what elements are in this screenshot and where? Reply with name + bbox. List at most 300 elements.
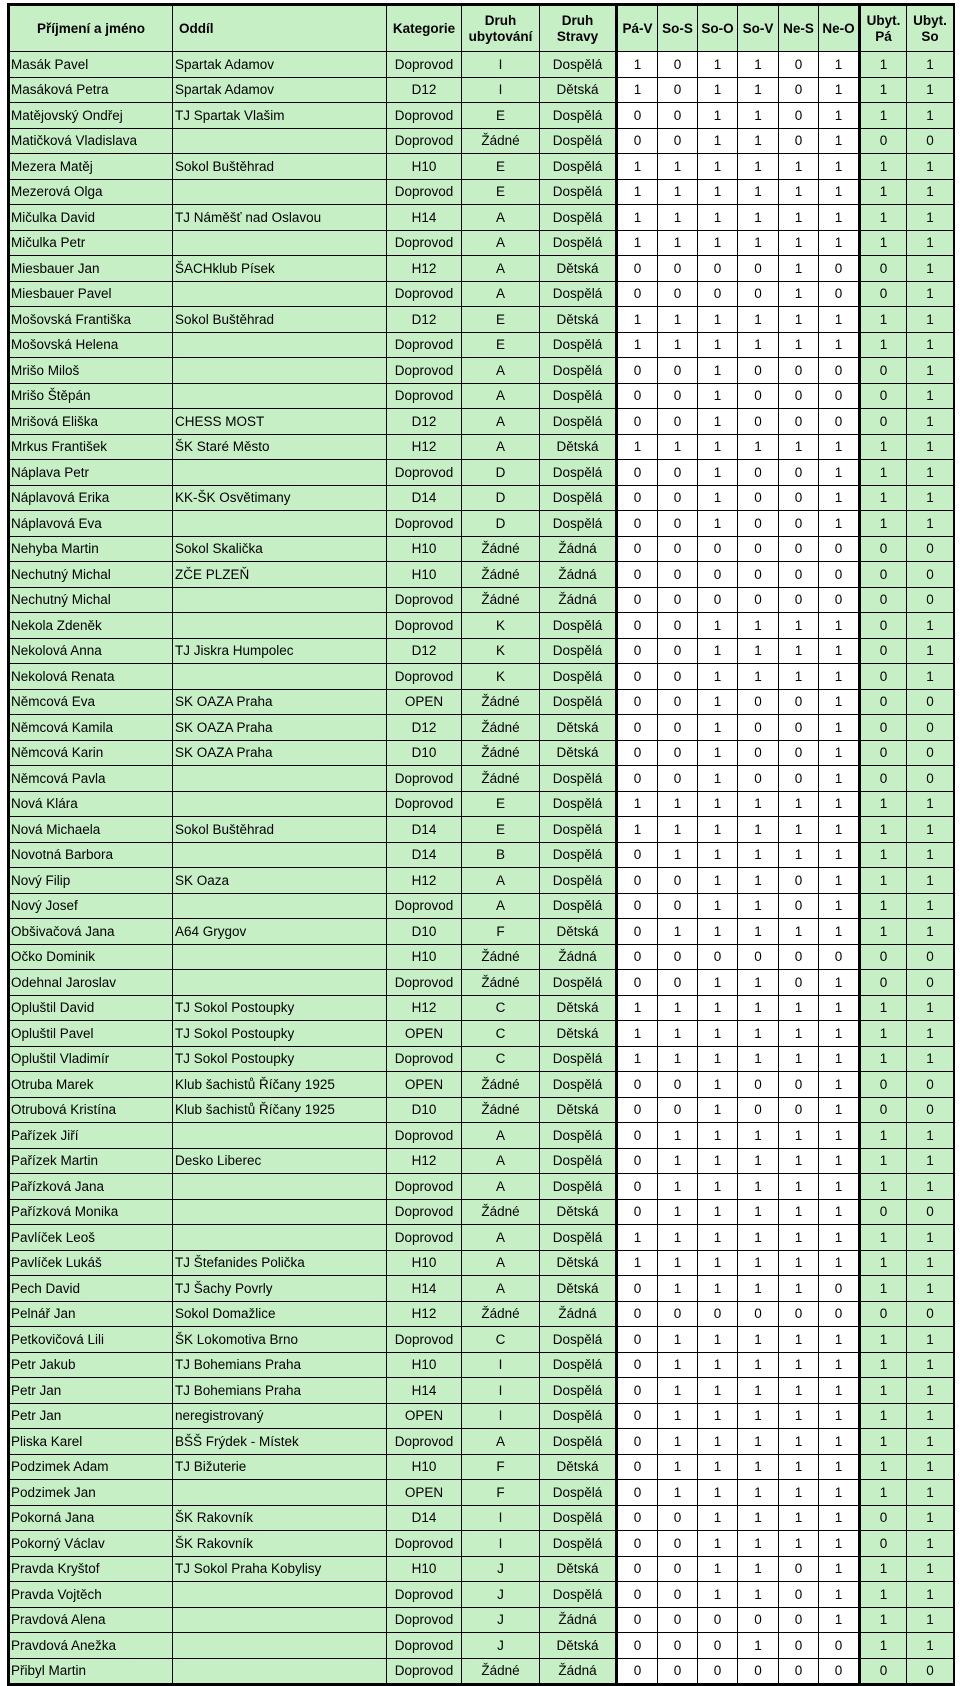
ne-s-cell[interactable]: 1 — [779, 1531, 819, 1557]
accommodation-cell[interactable]: I — [462, 1378, 540, 1404]
name-cell[interactable]: Mrišová Eliška — [10, 409, 173, 435]
accommodation-cell[interactable]: D — [462, 485, 540, 511]
so-o-cell[interactable]: 1 — [698, 1327, 738, 1353]
ne-o-cell[interactable]: 1 — [819, 740, 860, 766]
ne-s-cell[interactable]: 1 — [779, 638, 819, 664]
so-s-cell[interactable]: 1 — [658, 791, 698, 817]
ubyt-pa-cell[interactable]: 0 — [860, 358, 907, 384]
club-cell[interactable]: TJ Sokol Praha Kobylisy — [173, 1556, 387, 1582]
pa-v-cell[interactable]: 0 — [617, 1658, 658, 1684]
pa-v-cell[interactable]: 0 — [617, 511, 658, 537]
ne-s-cell[interactable]: 1 — [779, 664, 819, 690]
club-cell[interactable] — [173, 893, 387, 919]
club-cell[interactable]: TJ Šachy Povrly — [173, 1276, 387, 1302]
so-v-cell[interactable]: 1 — [738, 1429, 779, 1455]
so-v-cell[interactable]: 0 — [738, 511, 779, 537]
pa-v-cell[interactable]: 0 — [617, 1327, 658, 1353]
ne-o-cell[interactable]: 1 — [819, 1378, 860, 1404]
ne-s-cell[interactable]: 0 — [779, 766, 819, 792]
so-o-cell[interactable]: 1 — [698, 1352, 738, 1378]
ne-s-cell[interactable]: 0 — [779, 128, 819, 154]
so-s-cell[interactable]: 0 — [658, 409, 698, 435]
meals-cell[interactable]: Dospělá — [540, 1378, 617, 1404]
category-cell[interactable]: Doprovod — [387, 281, 462, 307]
ubyt-pa-cell[interactable]: 1 — [860, 1250, 907, 1276]
category-cell[interactable]: D12 — [387, 307, 462, 333]
ubyt-pa-cell[interactable]: 1 — [860, 1046, 907, 1072]
accommodation-cell[interactable]: K — [462, 664, 540, 690]
so-o-cell[interactable]: 0 — [698, 1301, 738, 1327]
meals-cell[interactable]: Dětská — [540, 1276, 617, 1302]
so-v-cell[interactable]: 1 — [738, 817, 779, 843]
club-cell[interactable]: Klub šachistů Říčany 1925 — [173, 1072, 387, 1098]
pa-v-cell[interactable]: 0 — [617, 536, 658, 562]
so-o-cell[interactable]: 1 — [698, 128, 738, 154]
accommodation-cell[interactable]: B — [462, 842, 540, 868]
meals-cell[interactable]: Dospělá — [540, 1046, 617, 1072]
so-v-cell[interactable]: 1 — [738, 842, 779, 868]
meals-cell[interactable]: Žádná — [540, 587, 617, 613]
so-s-cell[interactable]: 0 — [658, 52, 698, 78]
accommodation-cell[interactable]: Žádné — [462, 715, 540, 741]
so-s-cell[interactable]: 1 — [658, 1429, 698, 1455]
category-cell[interactable]: D10 — [387, 919, 462, 945]
accommodation-cell[interactable]: A — [462, 1123, 540, 1149]
so-s-cell[interactable]: 0 — [658, 893, 698, 919]
pa-v-cell[interactable]: 1 — [617, 230, 658, 256]
ubyt-so-cell[interactable]: 1 — [907, 842, 954, 868]
so-v-cell[interactable]: 1 — [738, 154, 779, 180]
ne-o-cell[interactable]: 1 — [819, 613, 860, 639]
name-cell[interactable]: Očko Dominik — [10, 944, 173, 970]
ubyt-so-cell[interactable]: 0 — [907, 1072, 954, 1098]
club-cell[interactable] — [173, 1199, 387, 1225]
ubyt-pa-cell[interactable]: 0 — [860, 689, 907, 715]
so-s-cell[interactable]: 0 — [658, 281, 698, 307]
category-cell[interactable]: H10 — [387, 1352, 462, 1378]
name-cell[interactable]: Pravda Vojtěch — [10, 1582, 173, 1608]
club-cell[interactable] — [173, 460, 387, 486]
club-cell[interactable] — [173, 791, 387, 817]
so-s-cell[interactable]: 0 — [658, 1531, 698, 1557]
so-v-cell[interactable]: 0 — [738, 281, 779, 307]
so-o-cell[interactable]: 1 — [698, 1046, 738, 1072]
so-s-cell[interactable]: 1 — [658, 1250, 698, 1276]
category-cell[interactable]: H10 — [387, 1556, 462, 1582]
club-cell[interactable]: SK OAZA Praha — [173, 715, 387, 741]
so-s-cell[interactable]: 0 — [658, 638, 698, 664]
club-cell[interactable]: ŠACHklub Písek — [173, 256, 387, 282]
club-cell[interactable]: ŠK Rakovník — [173, 1505, 387, 1531]
ne-o-cell[interactable]: 1 — [819, 1556, 860, 1582]
pa-v-cell[interactable]: 0 — [617, 919, 658, 945]
ubyt-pa-cell[interactable]: 1 — [860, 893, 907, 919]
so-v-cell[interactable]: 1 — [738, 919, 779, 945]
name-cell[interactable]: Pařízek Jiří — [10, 1123, 173, 1149]
pa-v-cell[interactable]: 0 — [617, 1429, 658, 1455]
name-cell[interactable]: Němcová Kamila — [10, 715, 173, 741]
ubyt-pa-cell[interactable]: 1 — [860, 179, 907, 205]
ne-o-cell[interactable]: 0 — [819, 587, 860, 613]
so-o-cell[interactable]: 1 — [698, 970, 738, 996]
pa-v-cell[interactable]: 1 — [617, 154, 658, 180]
so-s-cell[interactable]: 1 — [658, 205, 698, 231]
accommodation-cell[interactable]: E — [462, 791, 540, 817]
ne-o-cell[interactable]: 0 — [819, 358, 860, 384]
so-o-cell[interactable]: 0 — [698, 587, 738, 613]
ne-o-cell[interactable]: 1 — [819, 1097, 860, 1123]
meals-cell[interactable]: Dospělá — [540, 1429, 617, 1455]
so-s-cell[interactable]: 0 — [658, 562, 698, 588]
ne-o-cell[interactable]: 0 — [819, 1658, 860, 1684]
so-v-cell[interactable]: 0 — [738, 485, 779, 511]
pa-v-cell[interactable]: 0 — [617, 1582, 658, 1608]
ne-s-cell[interactable]: 1 — [779, 307, 819, 333]
pa-v-cell[interactable]: 0 — [617, 281, 658, 307]
meals-cell[interactable]: Dětská — [540, 1454, 617, 1480]
so-s-cell[interactable]: 0 — [658, 664, 698, 690]
pa-v-cell[interactable]: 0 — [617, 562, 658, 588]
so-o-cell[interactable]: 0 — [698, 562, 738, 588]
accommodation-cell[interactable]: E — [462, 817, 540, 843]
ne-s-cell[interactable]: 0 — [779, 1607, 819, 1633]
club-cell[interactable]: SK OAZA Praha — [173, 689, 387, 715]
ubyt-pa-cell[interactable]: 1 — [860, 1403, 907, 1429]
club-cell[interactable]: KK-ŠK Osvětimany — [173, 485, 387, 511]
so-s-cell[interactable]: 0 — [658, 1633, 698, 1659]
so-o-cell[interactable]: 1 — [698, 1072, 738, 1098]
meals-cell[interactable]: Dětská — [540, 1097, 617, 1123]
ubyt-so-cell[interactable]: 1 — [907, 1454, 954, 1480]
so-s-cell[interactable]: 0 — [658, 740, 698, 766]
ne-s-cell[interactable]: 1 — [779, 1327, 819, 1353]
accommodation-cell[interactable]: Žádné — [462, 587, 540, 613]
club-cell[interactable] — [173, 128, 387, 154]
so-s-cell[interactable]: 0 — [658, 613, 698, 639]
ne-o-cell[interactable]: 1 — [819, 1480, 860, 1506]
meals-cell[interactable]: Dětská — [540, 1633, 617, 1659]
category-cell[interactable]: Doprovod — [387, 1429, 462, 1455]
ubyt-pa-cell[interactable]: 1 — [860, 1633, 907, 1659]
accommodation-cell[interactable]: K — [462, 638, 540, 664]
pa-v-cell[interactable]: 0 — [617, 842, 658, 868]
so-o-cell[interactable]: 1 — [698, 154, 738, 180]
ubyt-so-cell[interactable]: 0 — [907, 944, 954, 970]
so-v-cell[interactable]: 1 — [738, 613, 779, 639]
meals-cell[interactable]: Dospělá — [540, 1582, 617, 1608]
so-v-cell[interactable]: 1 — [738, 995, 779, 1021]
name-cell[interactable]: Němcová Pavla — [10, 766, 173, 792]
so-s-cell[interactable]: 1 — [658, 1403, 698, 1429]
ubyt-so-cell[interactable]: 1 — [907, 1225, 954, 1251]
name-cell[interactable]: Mošovská Helena — [10, 332, 173, 358]
accommodation-cell[interactable]: A — [462, 893, 540, 919]
so-s-cell[interactable]: 0 — [658, 536, 698, 562]
so-o-cell[interactable]: 1 — [698, 332, 738, 358]
name-cell[interactable]: Opluštil David — [10, 995, 173, 1021]
so-v-cell[interactable]: 1 — [738, 1046, 779, 1072]
so-v-cell[interactable]: 1 — [738, 638, 779, 664]
meals-cell[interactable]: Dospělá — [540, 1531, 617, 1557]
meals-cell[interactable]: Dospělá — [540, 358, 617, 384]
accommodation-cell[interactable]: I — [462, 1403, 540, 1429]
category-cell[interactable]: Doprovod — [387, 1582, 462, 1608]
ne-s-cell[interactable]: 1 — [779, 1046, 819, 1072]
ubyt-so-cell[interactable]: 1 — [907, 1480, 954, 1506]
ubyt-pa-cell[interactable]: 1 — [860, 1352, 907, 1378]
category-cell[interactable]: Doprovod — [387, 103, 462, 129]
col-header-pa-v[interactable]: Pá-V — [617, 6, 658, 52]
club-cell[interactable] — [173, 511, 387, 537]
club-cell[interactable]: Desko Liberec — [173, 1148, 387, 1174]
category-cell[interactable]: OPEN — [387, 1021, 462, 1047]
accommodation-cell[interactable]: E — [462, 332, 540, 358]
accommodation-cell[interactable]: Žádné — [462, 740, 540, 766]
ubyt-so-cell[interactable]: 1 — [907, 358, 954, 384]
ubyt-so-cell[interactable]: 1 — [907, 919, 954, 945]
pa-v-cell[interactable]: 1 — [617, 332, 658, 358]
so-o-cell[interactable]: 1 — [698, 919, 738, 945]
so-v-cell[interactable]: 1 — [738, 1276, 779, 1302]
ubyt-pa-cell[interactable]: 0 — [860, 1072, 907, 1098]
ubyt-pa-cell[interactable]: 1 — [860, 460, 907, 486]
ne-s-cell[interactable]: 0 — [779, 1301, 819, 1327]
ne-o-cell[interactable]: 1 — [819, 1225, 860, 1251]
so-o-cell[interactable]: 1 — [698, 613, 738, 639]
name-cell[interactable]: Petr Jakub — [10, 1352, 173, 1378]
so-v-cell[interactable]: 1 — [738, 1021, 779, 1047]
meals-cell[interactable]: Dětská — [540, 1199, 617, 1225]
club-cell[interactable] — [173, 1607, 387, 1633]
pa-v-cell[interactable]: 1 — [617, 77, 658, 103]
so-o-cell[interactable]: 0 — [698, 281, 738, 307]
accommodation-cell[interactable]: A — [462, 1429, 540, 1455]
name-cell[interactable]: Nekolová Renata — [10, 664, 173, 690]
pa-v-cell[interactable]: 0 — [617, 1301, 658, 1327]
so-o-cell[interactable]: 1 — [698, 179, 738, 205]
category-cell[interactable]: Doprovod — [387, 1046, 462, 1072]
pa-v-cell[interactable]: 0 — [617, 103, 658, 129]
so-o-cell[interactable]: 1 — [698, 1378, 738, 1404]
ubyt-pa-cell[interactable]: 0 — [860, 383, 907, 409]
ubyt-so-cell[interactable]: 1 — [907, 1556, 954, 1582]
so-s-cell[interactable]: 0 — [658, 1301, 698, 1327]
so-s-cell[interactable]: 1 — [658, 1454, 698, 1480]
category-cell[interactable]: D12 — [387, 77, 462, 103]
accommodation-cell[interactable]: A — [462, 358, 540, 384]
meals-cell[interactable]: Dospělá — [540, 1352, 617, 1378]
ubyt-so-cell[interactable]: 1 — [907, 1174, 954, 1200]
club-cell[interactable]: TJ Bižuterie — [173, 1454, 387, 1480]
ubyt-pa-cell[interactable]: 1 — [860, 205, 907, 231]
so-o-cell[interactable]: 1 — [698, 52, 738, 78]
ne-s-cell[interactable]: 1 — [779, 1378, 819, 1404]
so-v-cell[interactable]: 0 — [738, 689, 779, 715]
ne-o-cell[interactable]: 1 — [819, 970, 860, 996]
ubyt-so-cell[interactable]: 1 — [907, 613, 954, 639]
pa-v-cell[interactable]: 0 — [617, 893, 658, 919]
so-s-cell[interactable]: 0 — [658, 766, 698, 792]
ubyt-pa-cell[interactable]: 0 — [860, 970, 907, 996]
category-cell[interactable]: Doprovod — [387, 1225, 462, 1251]
ne-s-cell[interactable]: 1 — [779, 791, 819, 817]
so-s-cell[interactable]: 0 — [658, 460, 698, 486]
ne-o-cell[interactable]: 1 — [819, 689, 860, 715]
ne-o-cell[interactable]: 1 — [819, 332, 860, 358]
meals-cell[interactable]: Dospělá — [540, 1174, 617, 1200]
ne-s-cell[interactable]: 0 — [779, 358, 819, 384]
ubyt-pa-cell[interactable]: 0 — [860, 281, 907, 307]
name-cell[interactable]: Pravda Kryštof — [10, 1556, 173, 1582]
so-o-cell[interactable]: 1 — [698, 1174, 738, 1200]
meals-cell[interactable]: Dospělá — [540, 1072, 617, 1098]
so-o-cell[interactable]: 0 — [698, 1658, 738, 1684]
ne-s-cell[interactable]: 0 — [779, 715, 819, 741]
category-cell[interactable]: Doprovod — [387, 511, 462, 537]
ne-o-cell[interactable]: 1 — [819, 460, 860, 486]
ubyt-pa-cell[interactable]: 1 — [860, 511, 907, 537]
so-v-cell[interactable]: 1 — [738, 1633, 779, 1659]
so-v-cell[interactable]: 1 — [738, 1148, 779, 1174]
name-cell[interactable]: Opluštil Pavel — [10, 1021, 173, 1047]
accommodation-cell[interactable]: Žádné — [462, 944, 540, 970]
col-header-category[interactable]: Kategorie — [387, 6, 462, 52]
club-cell[interactable]: Klub šachistů Říčany 1925 — [173, 1097, 387, 1123]
accommodation-cell[interactable]: A — [462, 1250, 540, 1276]
so-s-cell[interactable]: 1 — [658, 1174, 698, 1200]
ne-s-cell[interactable]: 1 — [779, 1480, 819, 1506]
category-cell[interactable]: H14 — [387, 205, 462, 231]
ubyt-so-cell[interactable]: 0 — [907, 128, 954, 154]
pa-v-cell[interactable]: 0 — [617, 1174, 658, 1200]
pa-v-cell[interactable]: 0 — [617, 1531, 658, 1557]
so-s-cell[interactable]: 0 — [658, 970, 698, 996]
ne-o-cell[interactable]: 1 — [819, 1072, 860, 1098]
accommodation-cell[interactable]: Žádné — [462, 1199, 540, 1225]
so-v-cell[interactable]: 1 — [738, 1352, 779, 1378]
ne-s-cell[interactable]: 1 — [779, 154, 819, 180]
ne-o-cell[interactable]: 1 — [819, 919, 860, 945]
category-cell[interactable]: Doprovod — [387, 1607, 462, 1633]
club-cell[interactable] — [173, 587, 387, 613]
so-o-cell[interactable]: 1 — [698, 1276, 738, 1302]
club-cell[interactable]: Sokol Buštěhrad — [173, 817, 387, 843]
meals-cell[interactable]: Dospělá — [540, 613, 617, 639]
meals-cell[interactable]: Dětská — [540, 1021, 617, 1047]
ubyt-pa-cell[interactable]: 0 — [860, 766, 907, 792]
so-s-cell[interactable]: 0 — [658, 1658, 698, 1684]
so-s-cell[interactable]: 1 — [658, 307, 698, 333]
accommodation-cell[interactable]: I — [462, 52, 540, 78]
meals-cell[interactable]: Dospělá — [540, 1327, 617, 1353]
club-cell[interactable]: TJ Štefanides Polička — [173, 1250, 387, 1276]
col-header-club[interactable]: Oddíl — [173, 6, 387, 52]
so-v-cell[interactable]: 1 — [738, 179, 779, 205]
col-header-ne-o[interactable]: Ne-O — [819, 6, 860, 52]
ne-s-cell[interactable]: 0 — [779, 485, 819, 511]
meals-cell[interactable]: Žádná — [540, 536, 617, 562]
ubyt-pa-cell[interactable]: 1 — [860, 868, 907, 894]
ubyt-so-cell[interactable]: 1 — [907, 1123, 954, 1149]
so-s-cell[interactable]: 0 — [658, 689, 698, 715]
ubyt-so-cell[interactable]: 0 — [907, 766, 954, 792]
ubyt-pa-cell[interactable]: 1 — [860, 1480, 907, 1506]
meals-cell[interactable]: Dospělá — [540, 179, 617, 205]
so-o-cell[interactable]: 1 — [698, 1021, 738, 1047]
pa-v-cell[interactable]: 1 — [617, 791, 658, 817]
ne-o-cell[interactable]: 1 — [819, 128, 860, 154]
so-o-cell[interactable]: 1 — [698, 383, 738, 409]
ne-s-cell[interactable]: 1 — [779, 1123, 819, 1149]
accommodation-cell[interactable]: Žádné — [462, 1658, 540, 1684]
category-cell[interactable]: H12 — [387, 1301, 462, 1327]
meals-cell[interactable]: Dospělá — [540, 281, 617, 307]
ne-o-cell[interactable]: 1 — [819, 766, 860, 792]
name-cell[interactable]: Podzimek Adam — [10, 1454, 173, 1480]
ubyt-pa-cell[interactable]: 1 — [860, 1276, 907, 1302]
accommodation-cell[interactable]: Žádné — [462, 970, 540, 996]
so-v-cell[interactable]: 1 — [738, 1403, 779, 1429]
category-cell[interactable]: H10 — [387, 944, 462, 970]
so-v-cell[interactable]: 0 — [738, 715, 779, 741]
so-s-cell[interactable]: 0 — [658, 587, 698, 613]
so-v-cell[interactable]: 1 — [738, 1480, 779, 1506]
pa-v-cell[interactable]: 1 — [617, 817, 658, 843]
col-header-name[interactable]: Příjmení a jméno — [10, 6, 173, 52]
so-o-cell[interactable]: 0 — [698, 944, 738, 970]
ne-o-cell[interactable]: 1 — [819, 791, 860, 817]
so-s-cell[interactable]: 1 — [658, 817, 698, 843]
meals-cell[interactable]: Dospělá — [540, 664, 617, 690]
ne-s-cell[interactable]: 1 — [779, 613, 819, 639]
accommodation-cell[interactable]: C — [462, 1046, 540, 1072]
so-s-cell[interactable]: 0 — [658, 256, 698, 282]
category-cell[interactable]: H12 — [387, 1148, 462, 1174]
so-s-cell[interactable]: 0 — [658, 128, 698, 154]
ne-o-cell[interactable]: 1 — [819, 230, 860, 256]
pa-v-cell[interactable]: 0 — [617, 944, 658, 970]
pa-v-cell[interactable]: 0 — [617, 460, 658, 486]
club-cell[interactable] — [173, 1633, 387, 1659]
club-cell[interactable]: neregistrovaný — [173, 1403, 387, 1429]
club-cell[interactable]: TJ Bohemians Praha — [173, 1352, 387, 1378]
so-s-cell[interactable]: 0 — [658, 1607, 698, 1633]
accommodation-cell[interactable]: A — [462, 230, 540, 256]
ne-s-cell[interactable]: 0 — [779, 1582, 819, 1608]
category-cell[interactable]: Doprovod — [387, 383, 462, 409]
pa-v-cell[interactable]: 1 — [617, 1021, 658, 1047]
ubyt-so-cell[interactable]: 1 — [907, 995, 954, 1021]
so-v-cell[interactable]: 0 — [738, 587, 779, 613]
meals-cell[interactable]: Dospělá — [540, 689, 617, 715]
so-v-cell[interactable]: 0 — [738, 944, 779, 970]
name-cell[interactable]: Podzimek Jan — [10, 1480, 173, 1506]
ne-s-cell[interactable]: 1 — [779, 995, 819, 1021]
ubyt-pa-cell[interactable]: 1 — [860, 1327, 907, 1353]
so-v-cell[interactable]: 1 — [738, 1199, 779, 1225]
ne-o-cell[interactable]: 1 — [819, 1352, 860, 1378]
so-s-cell[interactable]: 1 — [658, 154, 698, 180]
name-cell[interactable]: Masák Pavel — [10, 52, 173, 78]
name-cell[interactable]: Mezerová Olga — [10, 179, 173, 205]
so-v-cell[interactable]: 0 — [738, 1301, 779, 1327]
ubyt-pa-cell[interactable]: 0 — [860, 613, 907, 639]
ubyt-so-cell[interactable]: 1 — [907, 103, 954, 129]
accommodation-cell[interactable]: A — [462, 383, 540, 409]
name-cell[interactable]: Odehnal Jaroslav — [10, 970, 173, 996]
so-s-cell[interactable]: 0 — [658, 485, 698, 511]
so-s-cell[interactable]: 1 — [658, 434, 698, 460]
